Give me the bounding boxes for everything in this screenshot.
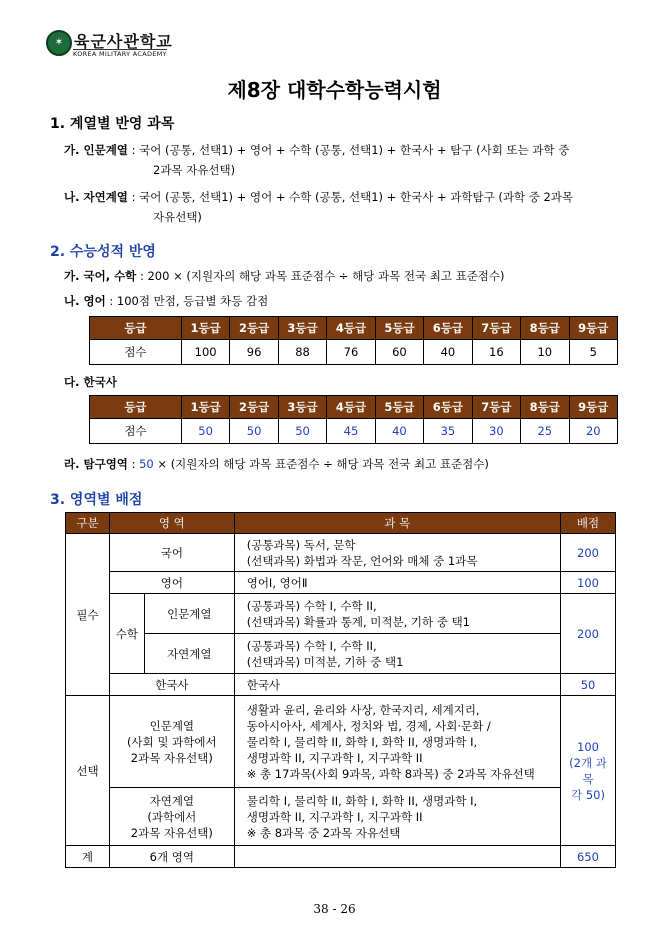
math-humanities-elective: (선택과목) 확률과 통계, 미적분, 기하 중 택1 bbox=[246, 614, 470, 629]
item-ra-text: × (지원자의 해당 과목 표준점수 ÷ 해당 과목 전국 최고 표준점수) bbox=[153, 457, 489, 471]
subject-line: 생명과학 II, 지구과학 I, 지구과학 II bbox=[246, 750, 423, 765]
science-line2: 자유선택) bbox=[153, 210, 202, 224]
elective-points-note1: (2개 과목 bbox=[569, 755, 607, 786]
page-number: 38 - 26 bbox=[313, 902, 356, 916]
score-cell: 30 bbox=[472, 419, 520, 444]
math-points: 200 bbox=[561, 594, 616, 674]
grade-header: 8등급 bbox=[521, 317, 569, 340]
score-cell: 88 bbox=[278, 340, 326, 365]
grade-header: 2등급 bbox=[230, 396, 278, 419]
logo-korean-text: 육군사관학교 bbox=[74, 32, 173, 51]
math-science-elective: (선택과목) 미적분, 기하 중 택1 bbox=[246, 654, 404, 669]
history-score-row bbox=[90, 419, 618, 444]
total-area: 6개 영역 bbox=[109, 846, 234, 868]
grade-header: 1등급 bbox=[181, 317, 229, 340]
humanities-line2: 2과목 자유선택) bbox=[153, 163, 236, 177]
total-points: 650 bbox=[561, 846, 616, 868]
english-grade-table bbox=[89, 316, 618, 365]
item-ga-label: 가. 국어, 수학 bbox=[64, 269, 137, 283]
table-header-cell: 등급 bbox=[90, 317, 182, 340]
history-points: 50 bbox=[561, 674, 616, 696]
subject-line: 동아시아사, 세계사, 정치와 법, 경제, 사회·문화 / bbox=[246, 718, 491, 733]
subject-line: 물리학 I, 물리학 II, 화학 I, 화학 II, 생명과학 I, bbox=[246, 793, 478, 808]
math-humanities-common: (공통과목) 수학 I, 수학 II, bbox=[246, 598, 377, 613]
grade-header: 3등급 bbox=[278, 396, 326, 419]
korean-subjects bbox=[234, 534, 560, 572]
english-points: 100 bbox=[561, 572, 616, 594]
elective-points bbox=[561, 696, 616, 846]
grade-header: 5등급 bbox=[375, 317, 423, 340]
score-cell: 16 bbox=[472, 340, 520, 365]
score-cell: 25 bbox=[521, 419, 569, 444]
elective-science-l1: 자연계열 bbox=[149, 793, 195, 808]
grade-header: 4등급 bbox=[327, 317, 375, 340]
grade-header: 3등급 bbox=[278, 317, 326, 340]
grade-header: 9등급 bbox=[569, 317, 617, 340]
academy-logo bbox=[46, 30, 176, 60]
total-label: 계 bbox=[66, 846, 110, 868]
score-cell: 50 bbox=[181, 419, 229, 444]
score-cell: 40 bbox=[424, 340, 472, 365]
elective-humanities-subjects bbox=[234, 696, 560, 788]
english-subjects: 영어Ⅰ, 영어Ⅱ bbox=[234, 572, 560, 594]
row-label-cell: 점수 bbox=[90, 419, 182, 444]
row-label-cell: 점수 bbox=[90, 340, 182, 365]
grade-header: 1등급 bbox=[181, 396, 229, 419]
subject-note: ※ 총 17과목(사회 9과목, 과학 8과목) 중 2과목 자유선택 bbox=[246, 766, 535, 781]
score-cell: 40 bbox=[375, 419, 423, 444]
grade-header: 7등급 bbox=[472, 396, 520, 419]
humanities-label: 가. 인문계열 bbox=[64, 143, 128, 157]
elective-points-note2: 각 50) bbox=[571, 787, 605, 802]
score-cell: 50 bbox=[278, 419, 326, 444]
elective-humanities-l1: 인문계열 bbox=[149, 718, 195, 733]
score-cell: 5 bbox=[569, 340, 617, 365]
header-area: 영 역 bbox=[109, 513, 234, 534]
area-table-header-row bbox=[66, 513, 616, 534]
subject-line: 생명과학 II, 지구과학 I, 지구과학 II bbox=[246, 809, 423, 824]
science-subjects: : 국어 (공통, 선택1) + 영어 + 수학 (공통, 선택1) + 한국사 + 과학탐구 (과학 중 2과목 bbox=[127, 190, 574, 204]
header-subject: 과 목 bbox=[234, 513, 560, 534]
subject-line: 생활과 윤리, 윤리와 사상, 한국지리, 세계지리, bbox=[246, 702, 480, 717]
korean-area: 국어 bbox=[109, 534, 234, 572]
elective-humanities-l2: (사회 및 과학에서 bbox=[127, 734, 217, 749]
elective-points-value: 100 bbox=[577, 739, 599, 754]
history-grade-table bbox=[89, 395, 618, 444]
grade-header: 5등급 bbox=[375, 396, 423, 419]
area-points-table bbox=[65, 512, 616, 868]
page-title: 제8장 대학수학능력시험 bbox=[227, 78, 442, 102]
elective-humanities-area bbox=[109, 696, 234, 788]
subject-line: 물리학 I, 물리학 II, 화학 I, 화학 II, 생명과학 I, bbox=[246, 734, 478, 749]
elective-label: 선택 bbox=[66, 696, 110, 846]
table-row bbox=[66, 788, 616, 846]
item-ra bbox=[64, 454, 489, 474]
required-label: 필수 bbox=[66, 534, 110, 696]
table-row bbox=[66, 534, 616, 572]
section2-heading: 2. 수능성적 반영 bbox=[50, 244, 156, 260]
section3-heading: 3. 영역별 배점 bbox=[50, 492, 143, 508]
item-da-label: 다. 한국사 bbox=[64, 375, 117, 389]
elective-science-area bbox=[109, 788, 234, 846]
table-row bbox=[66, 594, 616, 634]
score-cell: 45 bbox=[327, 419, 375, 444]
score-cell: 10 bbox=[521, 340, 569, 365]
total-row bbox=[66, 846, 616, 868]
section1-heading: 1. 계열별 반영 과목 bbox=[50, 116, 175, 132]
score-cell: 76 bbox=[327, 340, 375, 365]
item-ra-colon: : bbox=[127, 457, 140, 471]
english-area: 영어 bbox=[109, 572, 234, 594]
academy-emblem-icon: ✶ bbox=[46, 30, 72, 56]
history-subjects: 한국사 bbox=[234, 674, 560, 696]
elective-humanities-l3: 2과목 자유선택) bbox=[130, 750, 213, 765]
elective-science-subjects bbox=[234, 788, 560, 846]
item-ra-label: 라. 탐구영역 bbox=[64, 457, 128, 471]
header-points: 배점 bbox=[561, 513, 616, 534]
elective-science-l3: 2과목 자유선택) bbox=[130, 825, 213, 840]
table-row bbox=[66, 634, 616, 674]
korean-elective: (선택과목) 화법과 작문, 언어와 매체 중 1과목 bbox=[246, 553, 478, 568]
math-science-label: 자연계열 bbox=[144, 634, 234, 674]
grade-header: 6등급 bbox=[424, 317, 472, 340]
item-na bbox=[64, 291, 268, 311]
score-cell: 20 bbox=[569, 419, 617, 444]
score-cell: 96 bbox=[230, 340, 278, 365]
humanities-subjects: : 국어 (공통, 선택1) + 영어 + 수학 (공통, 선택1) + 한국사 + 탐구 (사회 또는 과학 중 bbox=[127, 143, 570, 157]
humanities-line1 bbox=[64, 140, 569, 160]
english-score-row bbox=[90, 340, 618, 365]
grade-header: 4등급 bbox=[327, 396, 375, 419]
score-cell: 100 bbox=[181, 340, 229, 365]
subject-note: ※ 총 8과목 중 2과목 자유선택 bbox=[246, 825, 401, 840]
history-area: 한국사 bbox=[109, 674, 234, 696]
score-cell: 60 bbox=[375, 340, 423, 365]
korean-points: 200 bbox=[561, 534, 616, 572]
history-grade-header-row bbox=[90, 396, 618, 419]
english-grade-header-row bbox=[90, 317, 618, 340]
item-ra-value: 50 bbox=[139, 457, 154, 471]
header-group: 구분 bbox=[66, 513, 110, 534]
math-humanities-label: 인문계열 bbox=[144, 594, 234, 634]
grade-header: 6등급 bbox=[424, 396, 472, 419]
table-row bbox=[66, 696, 616, 788]
logo-english-text: KOREA MILITARY ACADEMY bbox=[73, 50, 167, 58]
grade-header: 8등급 bbox=[521, 396, 569, 419]
item-ga-text: : 200 × (지원자의 해당 과목 표준점수 ÷ 해당 과목 전국 최고 표준점수) bbox=[136, 269, 505, 283]
item-na-label: 나. 영어 bbox=[64, 294, 106, 308]
grade-header: 9등급 bbox=[569, 396, 617, 419]
math-humanities-subjects bbox=[234, 594, 560, 634]
score-cell: 50 bbox=[230, 419, 278, 444]
table-row bbox=[66, 674, 616, 696]
item-da bbox=[64, 372, 117, 392]
table-header-cell: 등급 bbox=[90, 396, 182, 419]
grade-header: 7등급 bbox=[472, 317, 520, 340]
total-empty bbox=[234, 846, 560, 868]
score-cell: 35 bbox=[424, 419, 472, 444]
grade-header: 2등급 bbox=[230, 317, 278, 340]
math-area: 수학 bbox=[109, 594, 144, 674]
math-science-subjects bbox=[234, 634, 560, 674]
science-label: 나. 자연계열 bbox=[64, 190, 128, 204]
item-ga bbox=[64, 266, 505, 286]
korean-common: (공통과목) 독서, 문학 bbox=[246, 537, 356, 552]
elective-science-l2: (과학에서 bbox=[147, 809, 197, 824]
table-row bbox=[66, 572, 616, 594]
science-line1 bbox=[64, 187, 573, 207]
item-na-text: : 100점 만점, 등급별 차등 감점 bbox=[105, 294, 269, 308]
math-science-common: (공통과목) 수학 I, 수학 II, bbox=[246, 638, 377, 653]
